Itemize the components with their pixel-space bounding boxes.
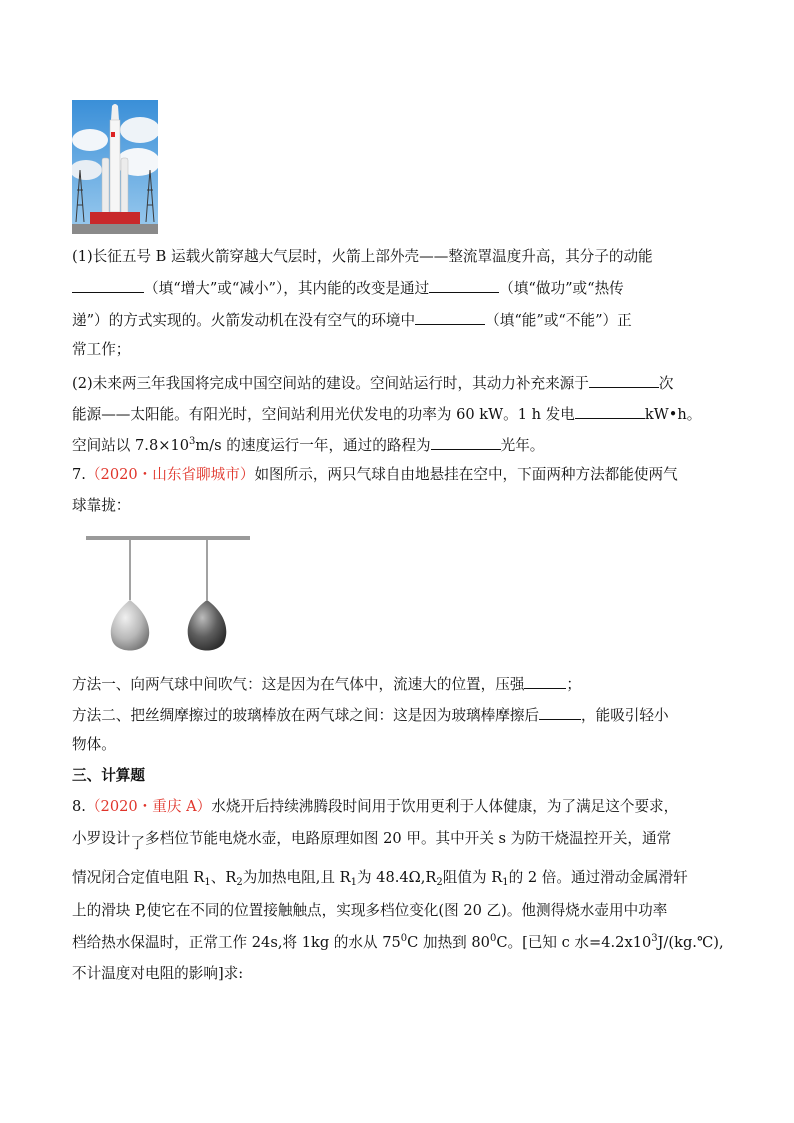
answer-blank[interactable] — [72, 277, 144, 293]
question-source: （2020・山东省聊城市） — [85, 466, 255, 483]
q8-line3: 情况闭合定值电阻 $R_1$、$R_2$为加热电阻,且 $R_1$为 $48.4\Omega,R_2$阻值为 $R_1$的 2 倍。通过滑动金属滑轩 — [72, 869, 688, 888]
q6-part2-line2: 能源——太阳能。有阳光时，空间站利用光伏发电的功率为 60 kW。1 h 发电 kW•h。 — [72, 403, 701, 425]
section-heading: 三、计算题 — [72, 767, 145, 784]
q8-line2: 小罗设计了多档位节能电烧水壶，电路原理如图 20 甲。其中开关 s 为防干烧温控开关，通常 — [72, 830, 672, 852]
question-source: （2020・重庆 A） — [85, 798, 212, 815]
q6-part1-line2: （填“增大”或“减小”），其内能的改变是通过 （填“做功”或“热传 — [72, 277, 624, 299]
q8-line4: 上的滑块 P,使它在不同的位置接触触点，实现多档位变化(图 20 乙)。他测得烧水壶用中功率 — [72, 902, 668, 919]
answer-blank[interactable] — [539, 704, 581, 720]
q6-part1-line1: (1)长征五号 B 运载火箭穿越大气层时，火箭上部外壳——整流罩温度升高，其分子的动能 — [72, 248, 653, 265]
q6-part2-line3: 空间站以 $7.8\times 10^3m/s$ 的速度运行一年，通过的路程为 光年。 — [72, 436, 545, 454]
q6-part1-line3: 递”）的方式实现的。火箭发动机在没有空气的环境中 （填“能”或“不能”）正 — [72, 309, 632, 331]
q6-part2-line1: (2)未来两三年我国将完成中国空间站的建设。空间站运行时，其动力补充来源于 次 — [72, 372, 673, 394]
answer-blank[interactable] — [431, 434, 501, 450]
q8-line5: 档给热水保温时，正常工作 24s,将 1kg 的水从 $75^0C$ 加热到 $80^0C$。[已知 c 水$=4.2x10^3J/(kg.℃)$, — [72, 933, 724, 951]
q7-line1: 7.（2020・山东省聊城市）如图所示，两只气球自由地悬挂在空中，下面两种方法都能使两气 — [72, 466, 678, 483]
q7-line2: 球靠拢： — [72, 497, 131, 514]
q7-method2: 方法二、把丝绸摩擦过的玻璃棒放在两气球之间：这是因为玻璃棒摩擦后 ，能吸引轻小 — [72, 704, 669, 726]
answer-blank[interactable] — [589, 372, 659, 388]
q6-part1-line4: 常工作； — [72, 341, 131, 358]
balloons-figure — [86, 532, 250, 662]
answer-blank[interactable] — [575, 403, 645, 419]
q7-method2-cont: 物体。 — [72, 736, 116, 753]
answer-blank[interactable] — [429, 277, 499, 293]
q8-line6: 不计温度对电阻的影响]求: — [72, 965, 244, 982]
balloon-right — [188, 600, 227, 651]
rocket-photo — [72, 100, 158, 234]
q8-line1: 8.（2020・重庆 A）水烧开后持续沸腾段时间用于饮用更利于人体健康，为了满足这个要求， — [72, 798, 679, 815]
q7-method1: 方法一、向两气球中间吹气：这是因为在气体中，流速大的位置，压强 ； — [72, 673, 581, 695]
balloon-left — [111, 600, 149, 651]
answer-blank[interactable] — [524, 673, 566, 689]
answer-blank[interactable] — [415, 309, 485, 325]
